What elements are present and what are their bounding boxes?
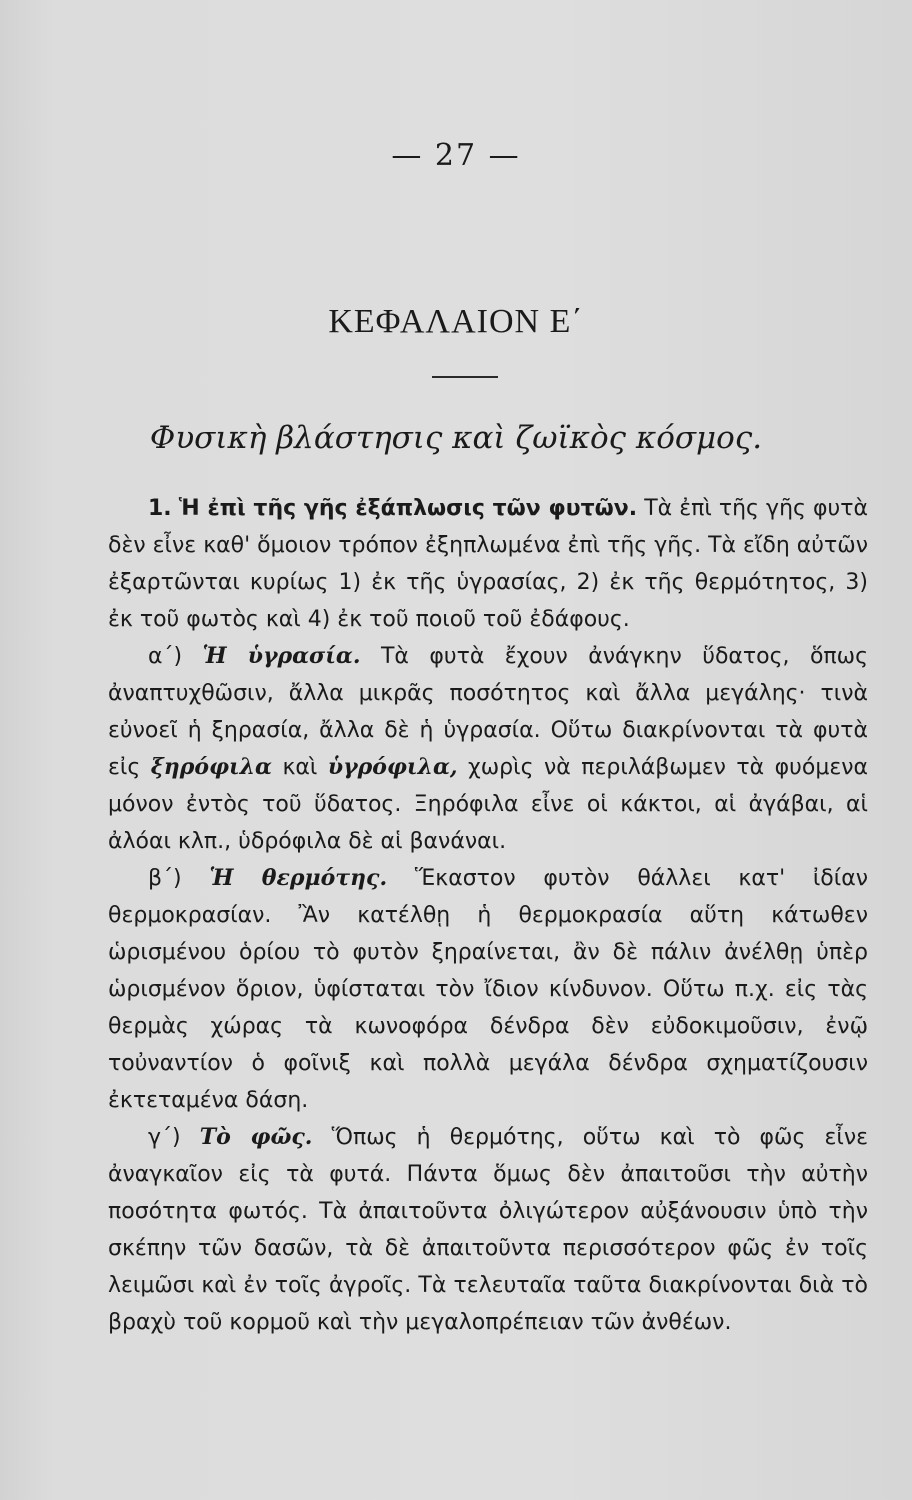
paragraph-humidity (108, 638, 868, 860)
paragraph-text: Ὅπως ἡ θερμότης, οὕτω καὶ τὸ φῶς εἶνε ἀναγκαῖον εἰς τὰ φυτά. Πάντα ὅμως δὲν ἀπαιτοῦσι τὴν αὐτὴν ποσότητα φωτός. Τὰ ἀπαιτοῦντα ὀλιγώτερον αὐξάνουσιν ὑπὸ τὴν σκέπην τῶν δασῶν, τὰ δὲ ἀπαιτοῦντα περισσότερον φῶς ἐν τοῖς λειμῶσι καὶ ἐν τοῖς ἀγροῖς. Τὰ τελευταῖα ταῦτα διακρίνονται διὰ τὸ βραχὺ τοῦ κορμοῦ καὶ τὴν μεγαλοπρέπειαν τῶν ἀνθέων. (108, 1125, 868, 1335)
paragraph-text: χωρὶς νὰ περιλάβωμεν τὰ φυόμενα μόνον ἐντὸς τοῦ ὕδατος. Ξηρόφιλα εἶνε οἱ κάκτοι, αἱ ἀγάβαι, αἱ ἀλόαι κλπ., ὑδρόφιλα δὲ αἱ βανάναι. (108, 755, 869, 854)
paragraph-light (108, 1119, 868, 1341)
paragraph-1 (108, 490, 868, 638)
subsection-heading: Τὸ φῶς. (199, 1124, 313, 1150)
subsection-heading: Ἡ θερμότης. (209, 865, 388, 891)
body-text (108, 490, 868, 1341)
paragraph-text: Τὰ φυτὰ ἔχουν ἀνάγκην ὕδατος, ὅπως ἀναπτυχθῶσιν, ἄλλα μικρᾶς ποσότητος καὶ ἄλλα μεγάλης· τινὰ εὐνοεῖ ἡ ξηρασία, ἄλλα δὲ ἡ ὑγρασία. Οὕτω διακρίνονται τὰ φυτὰ εἰς (108, 644, 868, 780)
subsection-label: γ΄) (148, 1125, 181, 1150)
paragraph-number: 1. (148, 496, 172, 521)
term-xerophile: ξηρόφιλα (150, 754, 272, 780)
page-number: — 27 — (391, 138, 521, 173)
paragraph-lead: Ἡ ἐπὶ τῆς γῆς ἐξάπλωσις τῶν φυτῶν. (178, 496, 638, 521)
chapter-title: ΚΕΦΑΛΑΙΟΝ Ε΄ (328, 303, 584, 340)
term-hygrophile: ὑγρόφιλα, (327, 754, 458, 780)
section-heading: Φυσικὴ βλάστησις καὶ ζωϊκὸς κόσμος. (149, 420, 763, 456)
paragraph-text: Ἕκαστον φυτὸν θάλλει κατ' ἰδίαν θερμοκρασίαν. Ἂν κατέλθῃ ἡ θερμοκρασία αὕτη κάτωθεν ὡρισμένου ὁρίου τὸ φυτὸν ξηραίνεται, ἂν δὲ πάλιν ἀνέλθῃ ὑπὲρ ὡρισμένον ὅριον, ὑφίσταται τὸν ἴδιον κίνδυνον. Οὕτω π.χ. εἰς τὰς θερμὰς χώρας τὰ κωνοφόρα δένδρα δὲν εὐδοκιμοῦσιν, ἐνῷ τοὐναντίον ὁ φοῖνιξ καὶ πολλὰ μεγάλα δένδρα σχηματίζουσιν ἐκτεταμένα δάση. (108, 866, 868, 1113)
subsection-heading: Ἡ ὑγρασία. (202, 643, 361, 669)
title-divider (432, 376, 498, 378)
subsection-label: α΄) (148, 644, 183, 669)
paragraph-heat (108, 860, 868, 1119)
subsection-label: β΄) (148, 866, 182, 891)
paragraph-text: καὶ (282, 755, 318, 780)
paragraph-text: Τὰ ἐπὶ τῆς γῆς φυτὰ δὲν εἶνε καθ' ὅμοιον τρόπον ἐξηπλωμένα ἐπὶ τῆς γῆς. Τὰ εἴδη αὐτῶν ἐξαρτῶνται κυρίως 1) ἐκ τῆς ὑγρασίας, 2) ἐκ τῆς θερμότητος, 3) ἐκ τοῦ φωτὸς καὶ 4) ἐκ τοῦ ποιοῦ τοῦ ἐδάφους. (108, 496, 868, 632)
